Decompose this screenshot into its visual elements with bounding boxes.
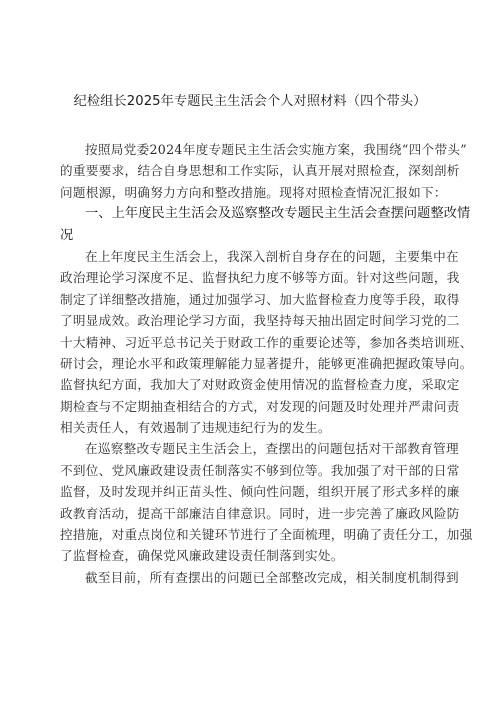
text-line: 政教育活动，提高干部廉洁自律意识。同时，进一步完善了廉政风险防 [60,505,460,521]
text-line: 研讨会，理论水平和政策理解能力显著提升，能够更准确把握政策导向。 [60,355,473,371]
text-line: 政治理论学习深度不足、监督执纪力度不够等方面。针对这些问题，我 [60,270,460,286]
text-line: 监督执纪方面，我加大了对财政资金使用情况的监督检查力度，采取定 [60,377,460,393]
text-line: 按照局党委2024年度专题民主生活会实施方案，我围绕“四个带头” [85,142,467,157]
paragraph-1 [60,246,473,439]
text-line: 在巡察整改专题民主生活会上，查摆出的问题包括对干部教育管理 [85,441,459,457]
text-line: 截至目前，所有查摆出的问题已全部整改完成，相关制度机制得到 [85,569,459,585]
document-body [60,139,473,588]
text-line: 监督，及时发现并纠正苗头性、倾向性问题，组织开展了形式多样的廉 [60,484,460,500]
text-line: 制定了详细整改措施，通过加强学习、加大监督检查力度等手段，取得 [60,291,460,307]
text-line: 控措施，对重点岗位和关键环节进行了全面梳理，明确了责任分工，加强 [60,527,473,543]
paragraph-3 [60,567,459,588]
text-line: 问题根源，明确努力方向和整改措施。现将对照检查情况汇报如下： [60,184,447,200]
section-heading [60,203,471,246]
text-line: 了明显成效。政治理论学习方面，我坚持每天抽出固定时间学习党的二 [60,313,460,329]
document-title: 纪检组长2025年专题民主生活会个人对照材料（四个带头） [73,94,427,109]
text-line: 的重要要求，结合自身思想和工作实际，认真开展对照检查，深刻剖析 [60,163,460,179]
text-line: 在上年度民主生活会上，我深入剖析自身存在的问题，主要集中在 [85,248,459,264]
text-line: 不到位、党风廉政建设责任制落实不够到位等。我加强了对干部的日常 [60,462,460,478]
heading-line: 况 [60,227,74,243]
heading-line: 一、上年度民主生活会及巡察整改专题民主生活会查摆问题整改情 [85,206,471,222]
text-line: 了监督检查，确保党风廉政建设责任制落到实处。 [60,548,344,564]
text-line: 相关责任人，有效遏制了违规违纪行为的发生。 [60,420,331,436]
text-line: 期检查与不定期抽查相结合的方式，对发现的问题及时处理并严肃问责 [60,398,460,414]
paragraph-2 [60,438,473,566]
text-line: 十大精神、习近平总书记关于财政工作的重要论述等，参加各类培训班、 [60,334,473,350]
intro-paragraph [60,139,467,203]
